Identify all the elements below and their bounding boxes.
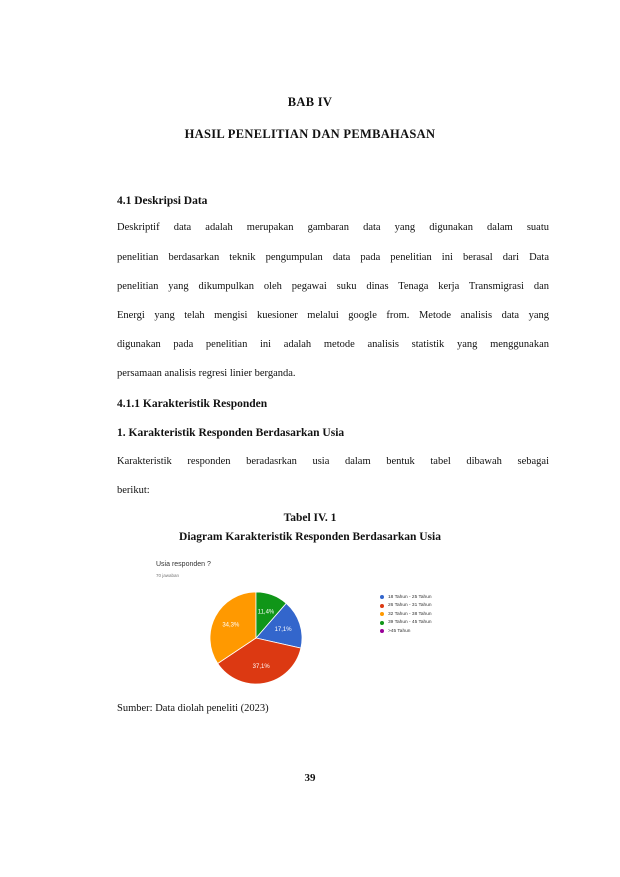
paragraph-line: berikut: xyxy=(117,485,150,496)
figure-source: Sumber: Data diolah peneliti (2023) xyxy=(117,703,269,714)
legend-swatch xyxy=(380,629,384,633)
legend-swatch xyxy=(380,604,384,608)
legend-item xyxy=(380,602,432,611)
pie-slice-label: 37,1% xyxy=(252,664,270,671)
chart-subtitle: 70 jawaban xyxy=(156,573,180,578)
pie-slice-label: 34,3% xyxy=(222,622,240,629)
legend-item xyxy=(380,610,432,619)
paragraph-line: Energi yang telah mengisi kuesioner melalui google from. Metode analisis data yang xyxy=(117,310,549,321)
legend-label: 26 Tahun - 31 Tahun xyxy=(388,603,432,609)
page-number: 39 xyxy=(304,772,316,784)
legend-swatch xyxy=(380,612,384,616)
chart-title: Usia responden ? xyxy=(156,561,211,568)
section-heading-4-1: 4.1 Deskripsi Data xyxy=(117,195,208,207)
legend-item xyxy=(380,593,432,602)
table-subcaption: Diagram Karakteristik Responden Berdasarkan Usia xyxy=(179,531,441,543)
pie-slice-label: 11,4% xyxy=(257,609,275,616)
list-item-heading: 1. Karakteristik Responden Berdasarkan Usia xyxy=(117,427,345,439)
legend-label: 32 Tahun - 38 Tahun xyxy=(388,611,432,617)
pie-slice-label: 17,1% xyxy=(274,627,292,634)
paragraph-line: penelitian berdasarkan teknik pengumpulan data pada penelitian ini berasal dari Data xyxy=(117,252,549,263)
paragraph-line: Karakteristik responden beradasrkan usia dalam bentuk tabel dibawah sebagai xyxy=(117,456,549,467)
paragraph-line: persamaan analisis regresi linier berganda. xyxy=(117,368,296,379)
legend-label: 39 Tahun - 45 Tahun xyxy=(388,620,432,626)
chapter-title: HASIL PENELITIAN DAN PEMBAHASAN xyxy=(184,127,436,141)
table-caption: Tabel IV. 1 xyxy=(283,512,337,524)
legend-item xyxy=(380,619,432,628)
chart-legend xyxy=(380,593,432,636)
section-heading-4-1-1: 4.1.1 Karakteristik Responden xyxy=(117,398,268,410)
legend-label: >45 Tahun xyxy=(388,628,411,634)
paragraph-line: penelitian yang dikumpulkan oleh pegawai suku dinas Tenaga kerja Transmigrasi dan xyxy=(117,281,549,292)
legend-swatch xyxy=(380,621,384,625)
paragraph-line: digunakan pada penelitian ini adalah metode analisis statistik yang menggunakan xyxy=(117,339,549,350)
legend-item xyxy=(380,627,432,636)
legend-swatch xyxy=(380,595,384,599)
paragraph-line: Deskriptif data adalah merupakan gambaran data yang digunakan dalam suatu xyxy=(117,222,549,233)
pie-chart xyxy=(148,558,478,688)
pie-svg xyxy=(208,588,318,688)
chapter-number: BAB IV xyxy=(287,95,333,109)
legend-label: 18 Tahun - 25 Tahun xyxy=(388,594,432,600)
